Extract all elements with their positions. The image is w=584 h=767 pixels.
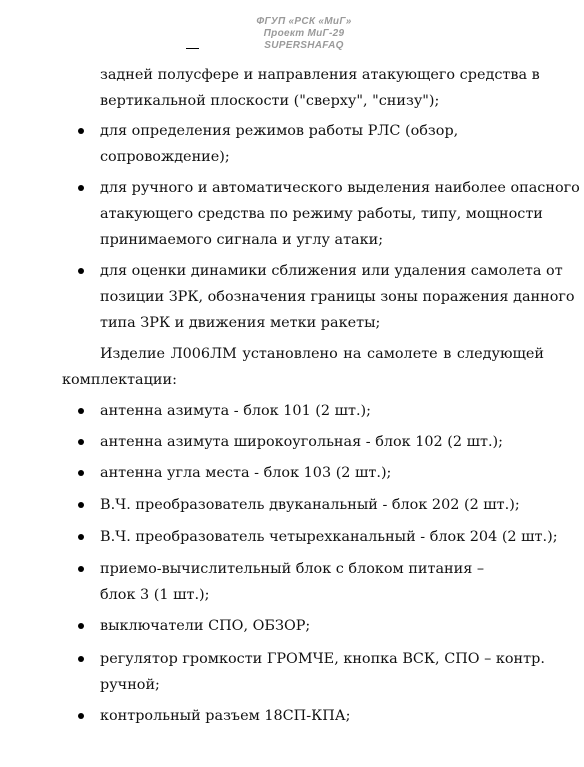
bullet-icon: [78, 128, 84, 134]
bullet-icon: [78, 439, 84, 445]
bullet-icon: [78, 185, 84, 191]
list-item-text: принимаемого сигнала и углу атаки;: [100, 232, 384, 248]
list-item-text: ручной;: [100, 677, 160, 693]
header-dash: [186, 48, 199, 49]
list-item-text: В.Ч. преобразователь двуканальный - блок 202 (2 шт.);: [100, 497, 520, 513]
bullet-icon: [78, 502, 84, 508]
list-item-text: контрольный разъем 18СП-КПА;: [100, 708, 351, 724]
list-item-text: для определения режимов работы РЛС (обзор,: [100, 123, 459, 139]
list-item-text: В.Ч. преобразователь четырехканальный - блок 204 (2 шт.);: [100, 529, 558, 545]
list-item-text: выключатели СПО, ОБЗОР;: [100, 618, 311, 634]
document-header: [214, 16, 394, 52]
list-item-text: для оценки динамики сближения или удаления самолета от: [100, 263, 563, 279]
paragraph-line-2: комплектации:: [62, 372, 177, 388]
continuation-line-1: задней полусфере и направления атакующего средства в: [100, 67, 540, 83]
list-item-text: типа ЗРК и движения метки ракеты;: [100, 315, 381, 331]
list-item-text: антенна азимута широкоугольная - блок 102 (2 шт.);: [100, 434, 503, 450]
bullet-icon: [78, 713, 84, 719]
continuation-line-2: вертикальной плоскости ("сверху", "снизу");: [100, 93, 440, 109]
list-item-text: позиции ЗРК, обозначения границы зоны поражения данного: [100, 289, 575, 305]
list-item-text: приемо-вычислительный блок с блоком питания –: [100, 561, 485, 577]
bullet-icon: [78, 623, 84, 629]
bullet-icon: [78, 566, 84, 572]
header-code: SUPERSHAFAQ: [264, 40, 344, 51]
bullet-icon: [78, 470, 84, 476]
bullet-icon: [78, 656, 84, 662]
list-item-text: регулятор громкости ГРОМЧЕ, кнопка ВСК, СПО – контр.: [100, 651, 545, 667]
list-item-text: сопровождение);: [100, 149, 230, 165]
list-item-text: для ручного и автоматического выделения наиболее опасного: [100, 180, 580, 196]
list-item-text: блок 3 (1 шт.);: [100, 587, 210, 603]
header-project: Проект МиГ-29: [263, 28, 345, 39]
header-organization: ФГУП «РСК «МиГ»: [256, 16, 352, 27]
paragraph-line-1: Изделие Л006ЛМ установлено на самолете в следующей: [100, 346, 544, 362]
list-item-text: антенна угла места - блок 103 (2 шт.);: [100, 465, 392, 481]
bullet-icon: [78, 534, 84, 540]
list-item-text: антенна азимута - блок 101 (2 шт.);: [100, 403, 372, 419]
list-item-text: атакующего средства по режиму работы, типу, мощности: [100, 206, 543, 222]
bullet-icon: [78, 408, 84, 414]
bullet-icon: [78, 268, 84, 274]
